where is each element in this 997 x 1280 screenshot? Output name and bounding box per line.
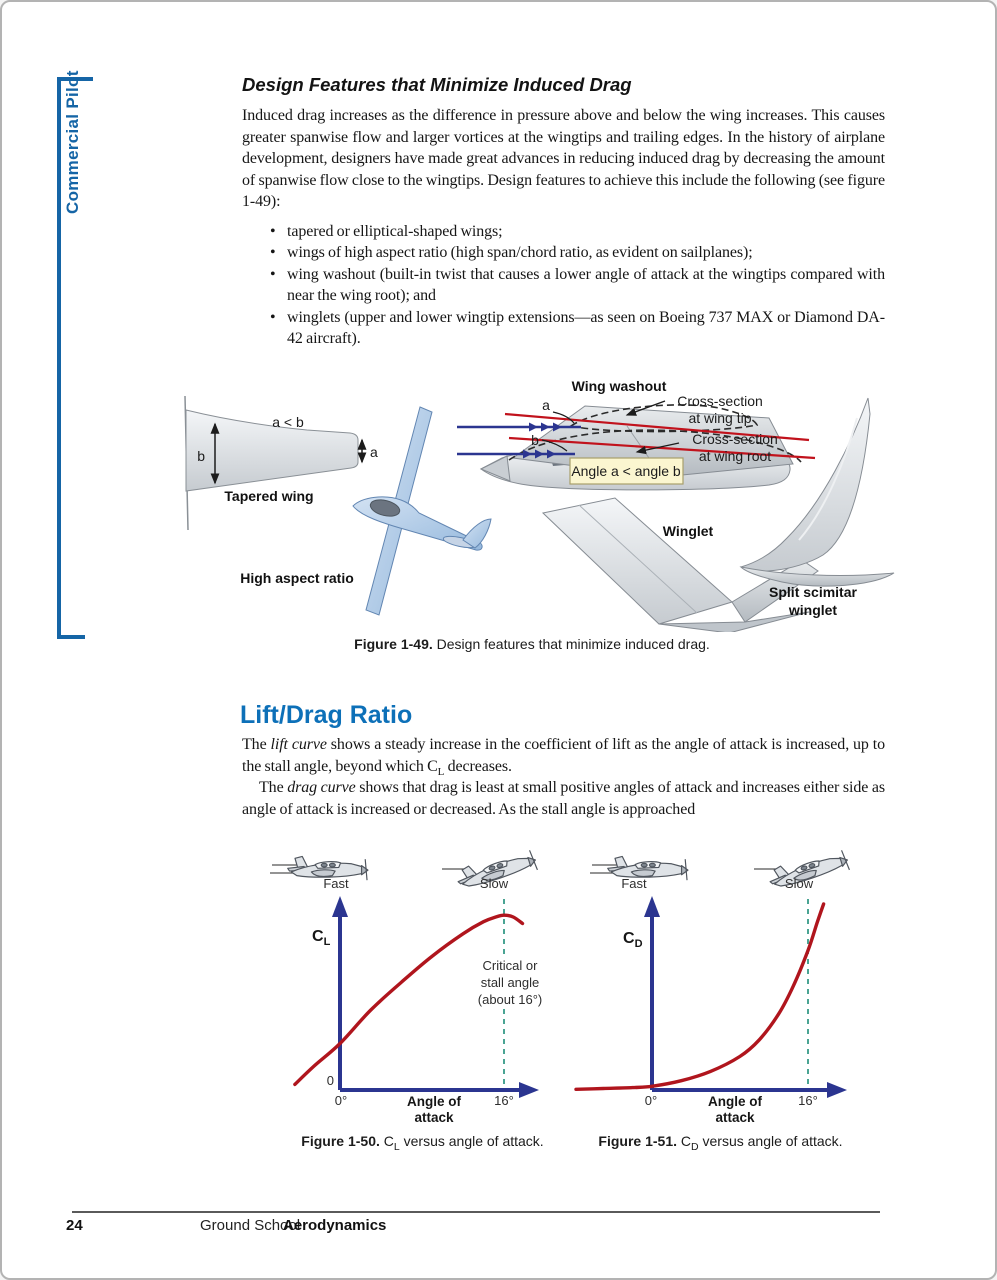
intro-paragraph: Induced drag increases as the difference in pressure above and below the wing increases. This causes greater spanwise flow and larger vortices at the wingtips and trailing edges. In the history of airplane development, designers have made great advances in reducing induced drag by decreasing the amount of spanwise flow close to the wingtips. Design features to achieve this include the following (see figure 1-49): — [242, 107, 885, 210]
footer-chapter-title: Aerodynamics — [283, 1217, 387, 1234]
text-segment: decreases. — [444, 757, 512, 775]
svg-text:Critical or: Critical or — [482, 958, 538, 973]
svg-text:(about 16°): (about 16°) — [477, 992, 543, 1007]
sidebar-bracket-line — [57, 77, 61, 639]
bullet-item: • wing washout (built-in twist that causes a lower angle of attack at the wingtips compared with near the wing root); and — [287, 264, 885, 307]
cross-section-root-label-line2: at wing root — [698, 448, 772, 464]
figure-caption-text: C — [677, 1133, 692, 1149]
design-bullet-list — [242, 221, 885, 350]
tapered-wing-label-b: b — [197, 448, 205, 464]
y-axis-arrowhead — [644, 896, 660, 917]
lift-curve-paragraph — [242, 734, 885, 777]
x-tick-16: 16° — [798, 1093, 818, 1108]
cross-section-root-label-line1: Cross-section — [692, 431, 778, 447]
footer-book-title: Ground School — [200, 1217, 301, 1234]
text-segment: shows a steady increase in the coefficient of lift as the angle of attack is increased, up to the stall angle, beyond which C — [242, 736, 885, 775]
split-scimitar-caption-line1: Split scimitar — [769, 584, 857, 600]
design-section-body — [242, 105, 885, 350]
cl-vs-aoa-chart — [242, 847, 552, 1132]
fast-label: Fast — [621, 876, 647, 891]
section-heading-lift-drag-ratio: Lift/Drag Ratio — [240, 701, 413, 729]
high-aspect-ratio-caption: High aspect ratio — [240, 570, 354, 586]
x-axis-label-line2: attack — [414, 1110, 454, 1125]
cd-vs-aoa-chart — [557, 847, 867, 1132]
y-axis-label: $C_L$ — [312, 928, 331, 948]
footer-rule — [72, 1211, 880, 1213]
tapered-wing-caption: Tapered wing — [224, 488, 314, 504]
slow-label: Slow — [784, 876, 814, 891]
figure-1-49-caption — [157, 636, 907, 652]
x-tick-0: 0° — [334, 1093, 348, 1108]
x-tick-16: 16° — [494, 1093, 514, 1108]
bullet-item: • wings of high aspect ratio (high span/chord ratio, as evident on sailplanes); — [287, 242, 885, 264]
split-scimitar-caption-line2: winglet — [788, 602, 838, 618]
drag-curve-paragraph — [242, 777, 885, 820]
cross-section-tip-label-line2: at wing tip — [688, 410, 752, 426]
tapered-wing-diagram — [185, 396, 378, 530]
figure-caption-text: Design features that minimize induced drag. — [432, 636, 710, 652]
lift-drag-section-body — [242, 734, 885, 820]
stall-angle-annotation — [472, 957, 548, 1009]
tapered-wing-label-a-lt-b: a < b — [272, 414, 304, 430]
angle-comparison-text: Angle a < angle b — [571, 463, 681, 479]
bullet-item: • winglets (upper and lower wingtip extensions—as seen on Boeing 737 MAX or Diamond DA-42 aircraft). — [287, 307, 885, 350]
figure-caption-label: Figure 1-51. — [598, 1133, 678, 1149]
x-axis-label-line1: Angle of — [708, 1094, 762, 1109]
cross-section-tip-label-line1: Cross-section — [677, 393, 763, 409]
figure-1-49-illustration — [157, 370, 907, 632]
text-segment: The — [242, 736, 271, 753]
x-axis-arrowhead — [519, 1082, 539, 1098]
airplane-icon-fast — [270, 856, 368, 880]
figure-caption-label: Figure 1-50. — [301, 1133, 380, 1149]
sidebar-chapter-label: Commercial Pilot — [63, 70, 82, 214]
text-segment: L — [437, 765, 445, 778]
figure-caption-subscript: L — [393, 1140, 400, 1153]
x-axis-label-line1: Angle of — [407, 1094, 461, 1109]
winglet-caption: Winglet — [662, 523, 714, 539]
text-segment: The — [259, 779, 288, 796]
figure-caption-text: versus angle of attack. — [399, 1133, 544, 1149]
x-axis-arrowhead — [827, 1082, 847, 1098]
text-segment: shows that drag is least at small positive angles of attack and increases either side as angle of attack is increased or decreased. As the stall angle is approached — [242, 779, 885, 818]
y-axis-arrowhead — [332, 896, 348, 917]
figure-1-51-caption — [558, 1133, 883, 1153]
sidebar-bracket-bottom — [57, 635, 85, 639]
washout-angle-b-label: b — [531, 432, 539, 448]
text-segment: drag curve — [287, 779, 356, 796]
figure-caption-subscript: D — [691, 1140, 699, 1153]
x-tick-0: 0° — [644, 1093, 658, 1108]
figure-caption-text: C — [379, 1133, 394, 1149]
section-heading-design-features: Design Features that Minimize Induced Drag — [242, 74, 632, 95]
figure-caption-text: versus angle of attack. — [698, 1133, 843, 1149]
fast-label: Fast — [323, 876, 349, 891]
bullet-item: • tapered or elliptical-shaped wings; — [287, 221, 885, 243]
wing-washout-title: Wing washout — [571, 378, 667, 394]
text-segment: lift curve — [270, 736, 327, 753]
origin-label: 0 — [326, 1073, 334, 1088]
washout-angle-a-label: a — [542, 397, 550, 413]
x-axis-label-line2: attack — [715, 1110, 755, 1125]
winglet-wing — [543, 498, 732, 624]
drag-coefficient-curve — [576, 904, 824, 1089]
figure-caption-label: Figure 1-49. — [354, 636, 433, 652]
slow-label: Slow — [479, 876, 509, 891]
figure-1-50-caption — [260, 1133, 585, 1153]
tapered-wing-label-a: a — [370, 444, 378, 460]
svg-text:stall angle: stall angle — [480, 975, 540, 990]
page-number: 24 — [66, 1217, 83, 1234]
wing-washout-diagram — [457, 378, 815, 490]
y-axis-label: $C_D$ — [623, 930, 643, 950]
